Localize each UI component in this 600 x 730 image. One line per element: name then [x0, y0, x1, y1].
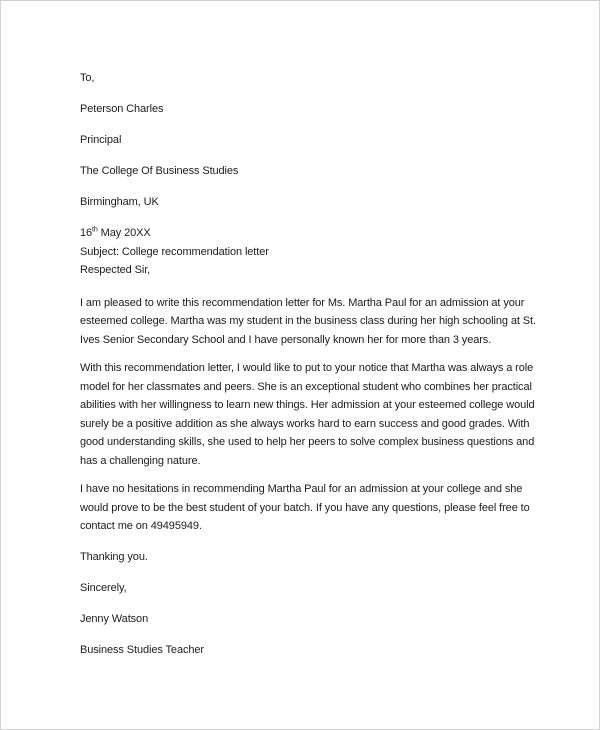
- body-paragraph: With this recommendation letter, I would like to put to your notice that Martha was always a role model for her classmates and peers. She is an exceptional student who combines her practical abilities with her willingness to learn new things. Her admission at your esteemed college would surely be a positive addition as she always works hard to earn success and good grades. With good understanding skills, she used to help her peers to solve complex business questions and has a challenging nature.: [80, 362, 535, 467]
- body-paragraph: I have no hesitations in recommending Martha Paul for an admission at your college and she would prove to be the best student of your batch. If you have any questions, please feel free to contact me on 49495949.: [80, 483, 530, 532]
- letter-header-block: [80, 224, 537, 280]
- recipient-institution: The College Of Business Studies: [80, 165, 239, 177]
- recipient-title: Principal: [80, 134, 122, 146]
- subject-line: Subject: College recommendation letter: [80, 245, 269, 258]
- recipient-name: Peterson Charles: [80, 103, 164, 115]
- date-ordinal: th: [92, 226, 98, 234]
- date-rest: May 20XX: [97, 227, 151, 239]
- signature-block: [80, 548, 537, 659]
- salutation-to: To,: [80, 72, 95, 84]
- date-line: [80, 224, 537, 243]
- sender-title: Business Studies Teacher: [80, 643, 204, 656]
- closing-thanks: Thanking you.: [80, 550, 148, 563]
- sender-name: Jenny Watson: [80, 612, 149, 625]
- body-paragraph: I am pleased to write this recommendation letter for Ms. Martha Paul for an admission at your esteemed college. Martha was my student in the business class during her high schooling at St. Ives Senior Secondary School and I have personally known her for more than 3 years.: [80, 296, 536, 346]
- closing-salutation: Sincerely,: [80, 581, 127, 594]
- date-day: 16: [80, 227, 93, 239]
- letter-body: [1, 1, 599, 659]
- recipient-location: Birmingham, UK: [80, 196, 159, 208]
- greeting: Respected Sir,: [80, 264, 151, 276]
